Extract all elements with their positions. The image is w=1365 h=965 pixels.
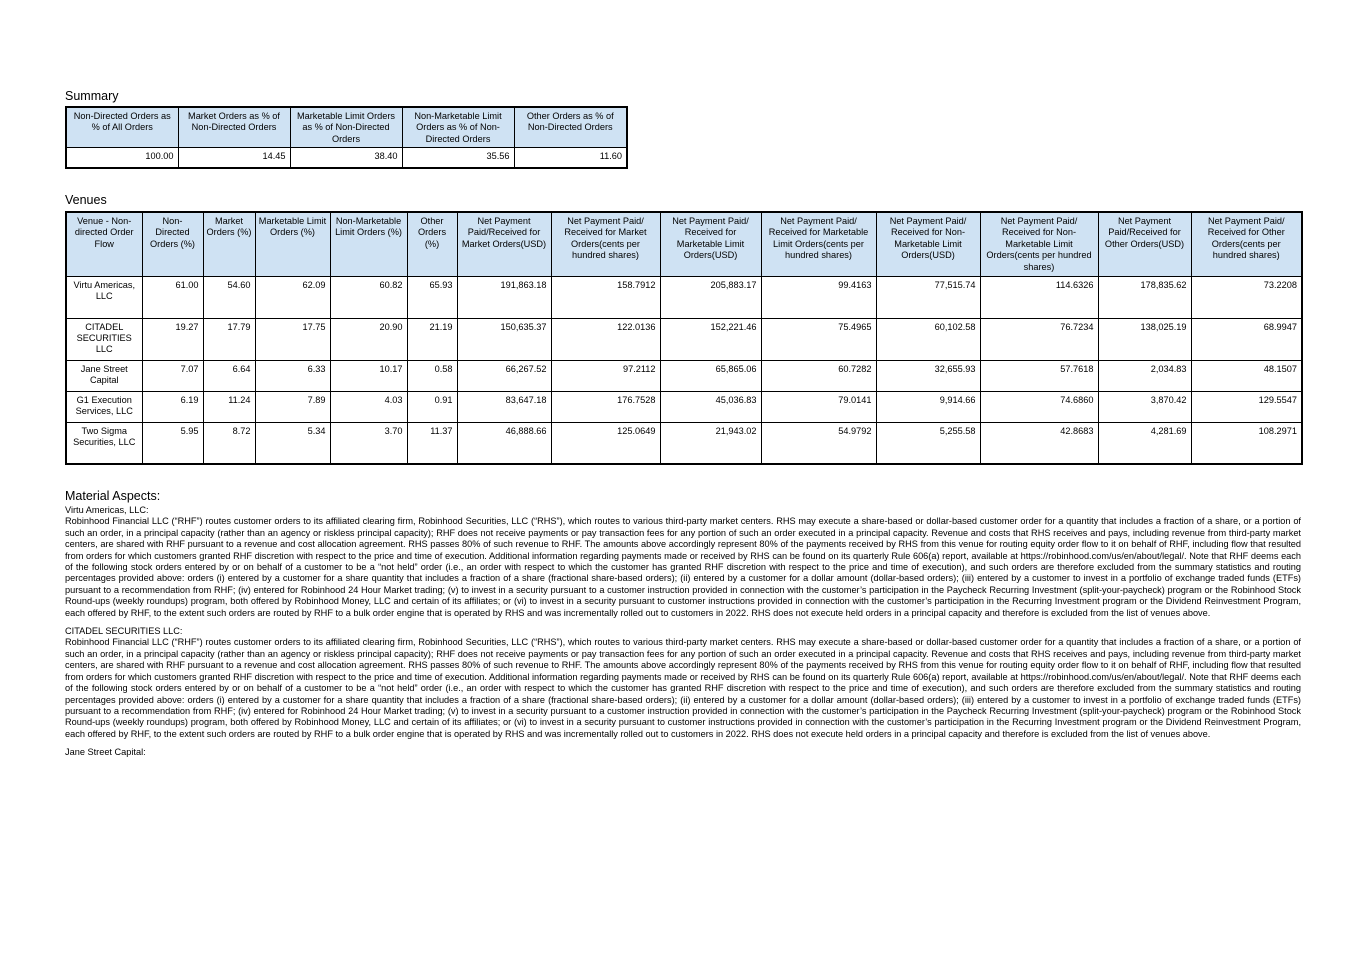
material-aspects-title: Material Aspects: — [65, 489, 161, 503]
venue-name-cell: CITADEL SECURITIES LLC — [66, 318, 142, 360]
table-cell: 75.4965 — [761, 318, 876, 360]
table-cell: 76.7234 — [980, 318, 1098, 360]
table-cell: 3.70 — [330, 422, 407, 464]
table-cell: 125.0649 — [551, 422, 660, 464]
table-cell: 0.91 — [407, 391, 457, 422]
table-row — [66, 360, 1302, 391]
venues-header-cell: Net Payment Paid/Received for Market Orders(USD) — [457, 212, 551, 276]
venues-title: Venues — [65, 193, 107, 207]
aspect-venue-text: Robinhood Financial LLC (“RHF”) routes customer orders to its affiliated clearing firm, Robinhood Securities, LLC (“RHS”), which routes to various third-party market centers. RHS may execute a share-based or dollar-based customer order for a quantity that includes a fraction of a share, or a portion of such an order, in a principal capacity (rather than an agency or riskless principal capacity); RHF does not receive payments or pay transaction fees for any portion of such an order executed in a principal capacity. Revenue and costs that RHS receives and pays, including revenue from third-party market centers, are shared with RHF pursuant to a revenue and cost allocation agreement. RHS passes 80% of such revenue to RHF. The amounts above accordingly represent 80% of the payments received by RHS from this venue for routing equity order flow to it on behalf of RHF, including flow that resulted from orders for which customers granted RHF discretion with respect to the price and time of execution. Additional information regarding payments made or received by RHS can be found on its quarterly Rule 606(a) report, available at https://robinhood.com/us/en/about/legal/. Note that RHF deems each of the following stock orders entered by or on behalf of a customer to be a “not held” order (i.e., an order with respect to which the customer has granted RHF discretion with respect to the price and time of execution), and such orders are therefore excluded from the summary statistics and routing percentages provided above: orders (i) entered by a customer for a share quantity that includes a fraction of a share (fractional share-based orders); (ii) entered by a customer for a dollar amount (dollar-based orders); (iii) entered by a customer to invest in a portfolio of exchange traded funds (ETFs) pursuant to a recommendation from RHF; (iv) entered for Robinhood 24 Hour Market trading; (v) to invest in a security pursuant to a customer instruction provided in connection with the customer’s participation in the Paycheck Recurring Investment (split-your-paycheck) program or the Robinhood Stock Round-ups (weekly roundups) program, both offered by Robinhood Money, LLC and certain of its affiliates; or (vi) to invest in a security pursuant to customer instructions provided in connection with the customer’s participation in the Recurring Investment program or the Dividend Reinvestment Program, each offered by RHF, to the extent such orders are routed by RHF to a bulk order engine that is operated by RHS and was incrementally rolled out to customers in 2022. RHS does not execute held orders in a principal capacity and therefore is excluded from the list of venues above. — [65, 637, 1301, 739]
table-cell: 150,635.37 — [457, 318, 551, 360]
table-cell: 99.4163 — [761, 276, 876, 318]
table-cell: 176.7528 — [551, 391, 660, 422]
table-cell: 114.6326 — [980, 276, 1098, 318]
table-cell: 68.9947 — [1191, 318, 1302, 360]
table-cell: 21.19 — [407, 318, 457, 360]
venues-header-cell: Net Payment Paid/ Received for Market Orders(cents per hundred shares) — [551, 212, 660, 276]
venues-header-cell: Marketable Limit Orders (%) — [255, 212, 330, 276]
table-cell: 77,515.74 — [876, 276, 980, 318]
table-cell: 83,647.18 — [457, 391, 551, 422]
table-cell: 42.8683 — [980, 422, 1098, 464]
summary-value-row — [66, 148, 627, 168]
table-cell: 5,255.58 — [876, 422, 980, 464]
material-aspect-item — [65, 505, 1301, 619]
table-cell: 122.0136 — [551, 318, 660, 360]
summary-value-cell: 14.45 — [178, 148, 290, 168]
table-cell: 60,102.58 — [876, 318, 980, 360]
table-cell: 7.89 — [255, 391, 330, 422]
venue-name-cell: Jane Street Capital — [66, 360, 142, 391]
table-row — [66, 391, 1302, 422]
material-aspect-item — [65, 747, 1301, 758]
table-cell: 0.58 — [407, 360, 457, 391]
aspect-venue-label: Virtu Americas, LLC: — [65, 505, 149, 515]
table-cell: 205,883.17 — [660, 276, 761, 318]
table-cell: 3,870.42 — [1098, 391, 1191, 422]
table-cell: 97.2112 — [551, 360, 660, 391]
table-cell: 65.93 — [407, 276, 457, 318]
table-cell: 10.17 — [330, 360, 407, 391]
venues-header-cell: Market Orders (%) — [203, 212, 255, 276]
table-row — [66, 276, 1302, 318]
table-cell: 32,655.93 — [876, 360, 980, 391]
table-cell: 9,914.66 — [876, 391, 980, 422]
table-cell: 129.5547 — [1191, 391, 1302, 422]
summary-value-cell: 11.60 — [514, 148, 627, 168]
table-cell: 4.03 — [330, 391, 407, 422]
venues-header-cell: Other Orders (%) — [407, 212, 457, 276]
table-cell: 6.33 — [255, 360, 330, 391]
table-cell: 17.79 — [203, 318, 255, 360]
table-cell: 191,863.18 — [457, 276, 551, 318]
venues-header-cell: Net Payment Paid/ Received for Marketable Limit Orders(cents per hundred shares) — [761, 212, 876, 276]
venue-name-cell: Virtu Americas, LLC — [66, 276, 142, 318]
table-cell: 65,865.06 — [660, 360, 761, 391]
venues-header-cell: Net Payment Paid/Received for Other Orders(USD) — [1098, 212, 1191, 276]
venues-header-cell: Net Payment Paid/ Received for Non-Marketable Limit Orders(cents per hundred shares) — [980, 212, 1098, 276]
summary-header-cell: Market Orders as % of Non-Directed Orders — [178, 107, 290, 148]
summary-header-cell: Non-Marketable Limit Orders as % of Non-Directed Orders — [402, 107, 514, 148]
venues-header-cell: Venue - Non-directed Order Flow — [66, 212, 142, 276]
table-cell: 54.9792 — [761, 422, 876, 464]
summary-title: Summary — [65, 89, 119, 103]
table-row — [66, 422, 1302, 464]
table-cell: 21,943.02 — [660, 422, 761, 464]
table-cell: 79.0141 — [761, 391, 876, 422]
table-cell: 4,281.69 — [1098, 422, 1191, 464]
table-cell: 20.90 — [330, 318, 407, 360]
table-cell: 138,025.19 — [1098, 318, 1191, 360]
table-cell: 7.07 — [142, 360, 203, 391]
table-cell: 8.72 — [203, 422, 255, 464]
material-aspect-item — [65, 626, 1301, 740]
table-cell: 19.27 — [142, 318, 203, 360]
aspect-venue-text: Robinhood Financial LLC (“RHF”) routes customer orders to its affiliated clearing firm, Robinhood Securities, LLC (“RHS”), which routes to various third-party market centers. RHS may execute a share-based or dollar-based customer order for a quantity that includes a fraction of a share, or a portion of such an order, in a principal capacity (rather than an agency or riskless principal capacity); RHF does not receive payments or pay transaction fees for any portion of such an order executed in a principal capacity. Revenue and costs that RHS receives and pays, including revenue from third-party market centers, are shared with RHF pursuant to a revenue and cost allocation agreement. RHS passes 80% of such revenue to RHF. The amounts above accordingly represent 80% of the payments received by RHS from this venue for routing equity order flow to it on behalf of RHF, including flow that resulted from orders for which customers granted RHF discretion with respect to the price and time of execution. Additional information regarding payments made or received by RHS can be found on its quarterly Rule 606(a) report, available at https://robinhood.com/us/en/about/legal/. Note that RHF deems each of the following stock orders entered by or on behalf of a customer to be a “not held” order (i.e., an order with respect to which the customer has granted RHF discretion with respect to the price and time of execution), and such orders are therefore excluded from the summary statistics and routing percentages provided above: orders (i) entered by a customer for a share quantity that includes a fraction of a share (fractional share-based orders); (ii) entered by a customer for a dollar amount (dollar-based orders); (iii) entered by a customer to invest in a portfolio of exchange traded funds (ETFs) pursuant to a recommendation from RHF; (iv) entered for Robinhood 24 Hour Market trading; (v) to invest in a security pursuant to a customer instruction provided in connection with the customer’s participation in the Paycheck Recurring Investment (split-your-paycheck) program or the Robinhood Stock Round-ups (weekly roundups) program, both offered by Robinhood Money, LLC and certain of its affiliates; or (vi) to invest in a security pursuant to customer instructions provided in connection with the customer’s participation in the Recurring Investment program or the Dividend Reinvestment Program, each offered by RHF, to the extent such orders are routed by RHF to a bulk order engine that is operated by RHS and was incrementally rolled out to customers in 2022. RHS does not execute held orders in a principal capacity and therefore is excluded from the list of venues above. — [65, 516, 1301, 618]
material-aspects-section — [65, 489, 1301, 766]
summary-header-cell: Non-Directed Orders as % of All Orders — [66, 107, 178, 148]
table-cell: 60.7282 — [761, 360, 876, 391]
table-cell: 11.24 — [203, 391, 255, 422]
venues-header-row — [66, 212, 1302, 276]
table-cell: 62.09 — [255, 276, 330, 318]
table-cell: 178,835.62 — [1098, 276, 1191, 318]
venues-header-cell: Non-Marketable Limit Orders (%) — [330, 212, 407, 276]
venue-name-cell: Two Sigma Securities, LLC — [66, 422, 142, 464]
table-row — [66, 318, 1302, 360]
table-cell: 61.00 — [142, 276, 203, 318]
table-cell: 57.7618 — [980, 360, 1098, 391]
aspect-venue-label: CITADEL SECURITIES LLC: — [65, 626, 183, 637]
table-cell: 158.7912 — [551, 276, 660, 318]
table-cell: 6.64 — [203, 360, 255, 391]
summary-value-cell: 38.40 — [290, 148, 402, 168]
venue-name-cell: G1 Execution Services, LLC — [66, 391, 142, 422]
table-cell: 2,034.83 — [1098, 360, 1191, 391]
table-cell: 5.95 — [142, 422, 203, 464]
venues-table — [65, 211, 1303, 465]
venues-header-cell: Net Payment Paid/ Received for Non-Marketable Limit Orders(USD) — [876, 212, 980, 276]
venues-header-cell: Net Payment Paid/ Received for Other Orders(cents per hundred shares) — [1191, 212, 1302, 276]
table-cell: 66,267.52 — [457, 360, 551, 391]
table-cell: 11.37 — [407, 422, 457, 464]
venues-header-cell: Non-Directed Orders (%) — [142, 212, 203, 276]
table-cell: 108.2971 — [1191, 422, 1302, 464]
summary-value-cell: 35.56 — [402, 148, 514, 168]
summary-value-cell: 100.00 — [66, 148, 178, 168]
table-cell: 17.75 — [255, 318, 330, 360]
summary-header-cell: Other Orders as % of Non-Directed Orders — [514, 107, 627, 148]
summary-header-row — [66, 107, 627, 148]
venues-header-cell: Net Payment Paid/ Received for Marketable Limit Orders(USD) — [660, 212, 761, 276]
aspect-venue-label: Jane Street Capital: — [65, 747, 146, 758]
table-cell: 152,221.46 — [660, 318, 761, 360]
table-cell: 46,888.66 — [457, 422, 551, 464]
table-cell: 48.1507 — [1191, 360, 1302, 391]
table-cell: 73.2208 — [1191, 276, 1302, 318]
table-cell: 74.6860 — [980, 391, 1098, 422]
summary-table — [65, 106, 628, 169]
table-cell: 5.34 — [255, 422, 330, 464]
table-cell: 6.19 — [142, 391, 203, 422]
table-cell: 54.60 — [203, 276, 255, 318]
table-cell: 45,036.83 — [660, 391, 761, 422]
summary-header-cell: Marketable Limit Orders as % of Non-Directed Orders — [290, 107, 402, 148]
table-cell: 60.82 — [330, 276, 407, 318]
